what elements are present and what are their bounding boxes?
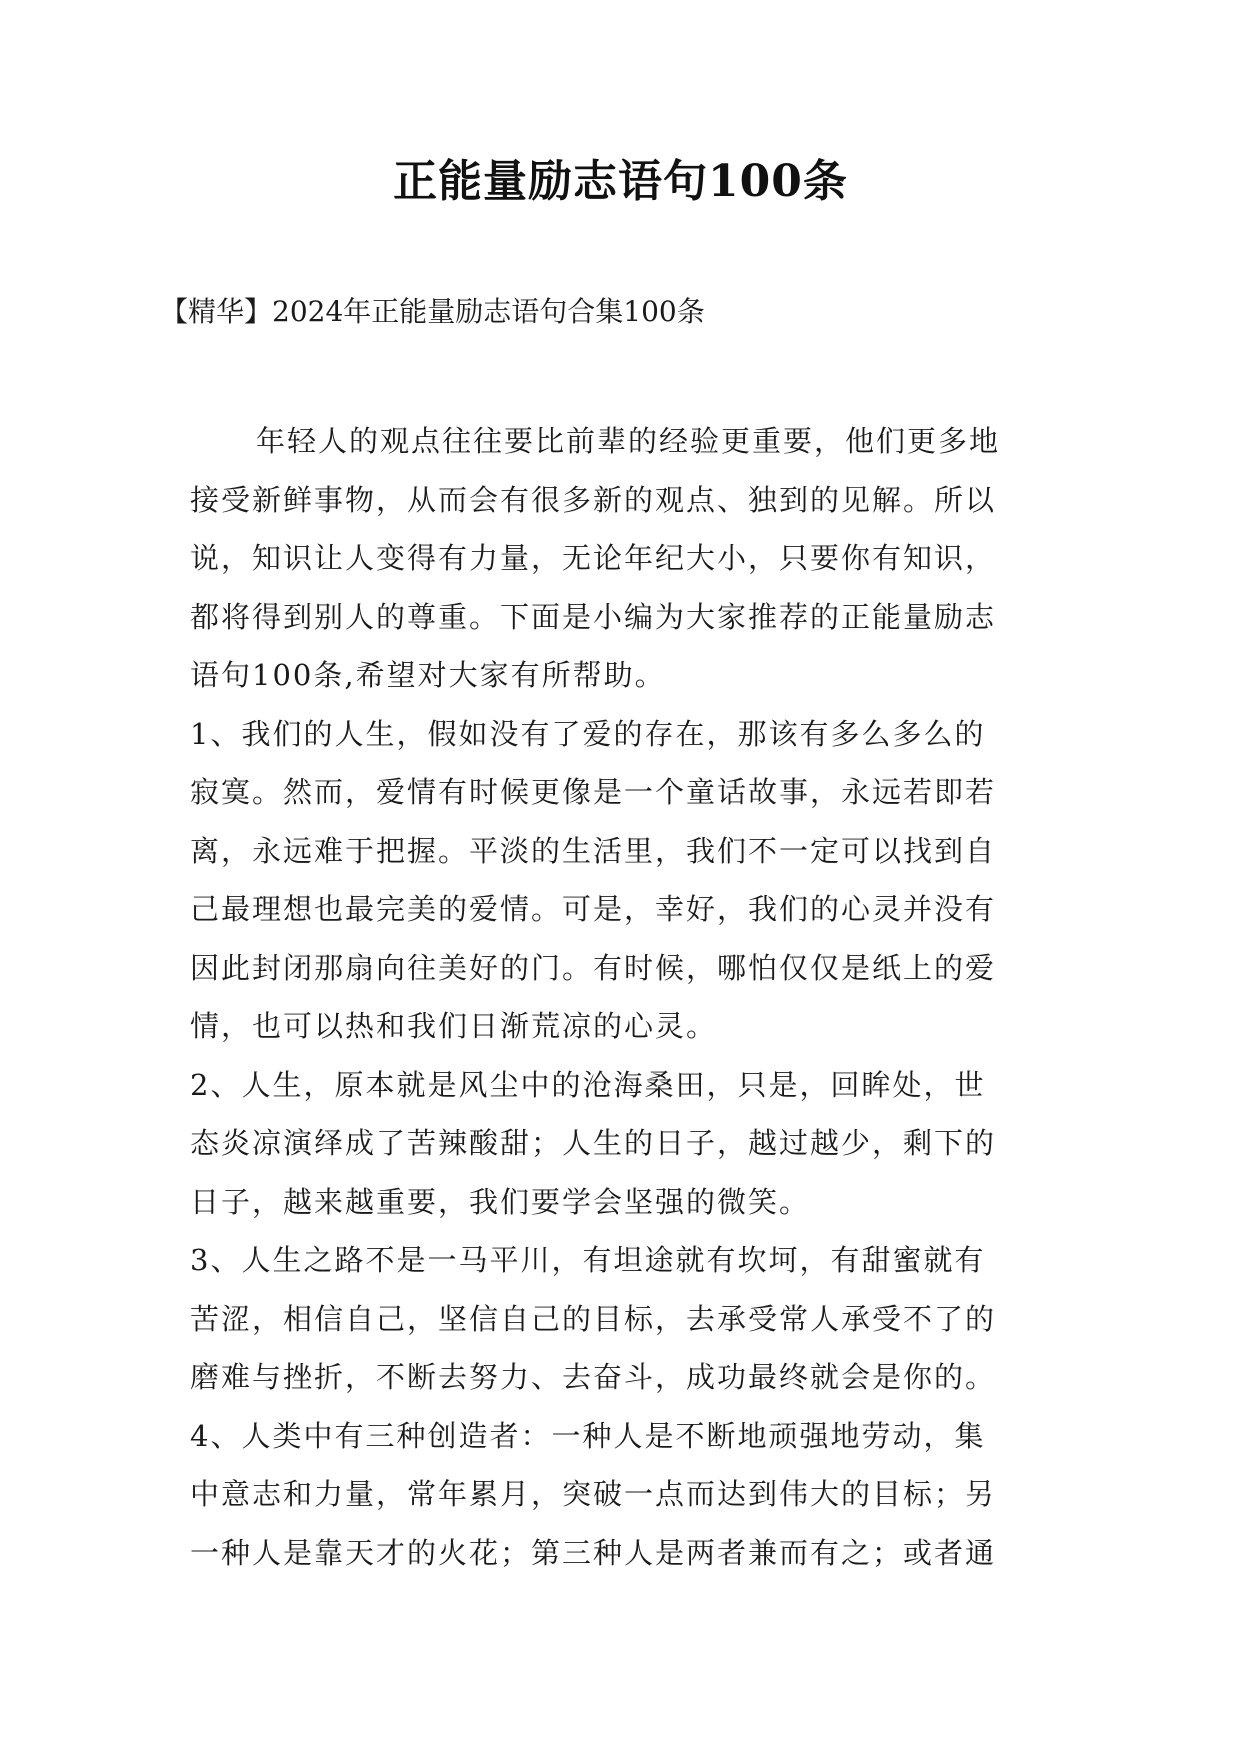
intro-line: 都将得到别人的尊重。下面是小编为大家推荐的正能量励志	[190, 599, 997, 634]
quote-4-line: 一种人是靠天才的火花；第三种人是两者兼而有之；或者通	[190, 1535, 997, 1570]
quote-1-line: 因此封闭那扇向往美好的门。有时候，哪怕仅仅是纸上的爱	[190, 950, 997, 985]
document-title: 正能量励志语句100条	[393, 156, 848, 207]
intro-line: 接受新鲜事物，从而会有很多新的观点、独到的见解。所以	[190, 482, 997, 517]
document-subtitle: 【精华】2024年正能量励志语句合集100条	[160, 295, 705, 328]
quote-2-line: 态炎凉演绎成了苦辣酸甜；人生的日子，越过越少，剩下的	[190, 1126, 997, 1160]
intro-line: 语句100条,希望对大家有所帮助。	[190, 658, 666, 692]
quote-1-line: 寂寞。然而，爱情有时候更像是一个童话故事，永远若即若	[190, 775, 997, 809]
quote-1-line: 1、我们的人生，假如没有了爱的存在，那该有多么多么的	[190, 716, 986, 751]
intro-line: 年轻人的观点往往要比前辈的经验更重要，他们更多地	[256, 424, 1001, 458]
quote-4-line: 4、人类中有三种创造者：一种人是不断地顽强地劳动，集	[190, 1418, 986, 1453]
quote-2-line: 日子，越来越重要，我们要学会坚强的微笑。	[190, 1184, 811, 1219]
quote-3-line: 磨难与挫折，不断去努力、去奋斗，成功最终就会是你的。	[190, 1360, 997, 1394]
document-body	[190, 412, 1060, 1582]
quote-3-line: 3、人生之路不是一马平川，有坦途就有坎坷，有甜蜜就有	[190, 1243, 986, 1277]
quote-3-line: 苦涩，相信自己，坚信自己的目标，去承受常人承受不了的	[190, 1301, 997, 1336]
quote-1-line: 己最理想也最完美的爱情。可是，幸好，我们的心灵并没有	[190, 892, 997, 926]
quote-2-line: 2、人生，原本就是风尘中的沧海桑田，只是，回眸处，世	[190, 1067, 986, 1102]
quote-1-line: 情，也可以热和我们日渐荒凉的心灵。	[190, 1009, 718, 1043]
intro-line: 说，知识让人变得有力量，无论年纪大小，只要你有知识，	[190, 541, 997, 575]
quote-4-line: 中意志和力量，常年累月，突破一点而达到伟大的目标；另	[190, 1477, 997, 1511]
quote-1-line: 离，永远难于把握。平淡的生活里，我们不一定可以找到自	[190, 833, 997, 868]
